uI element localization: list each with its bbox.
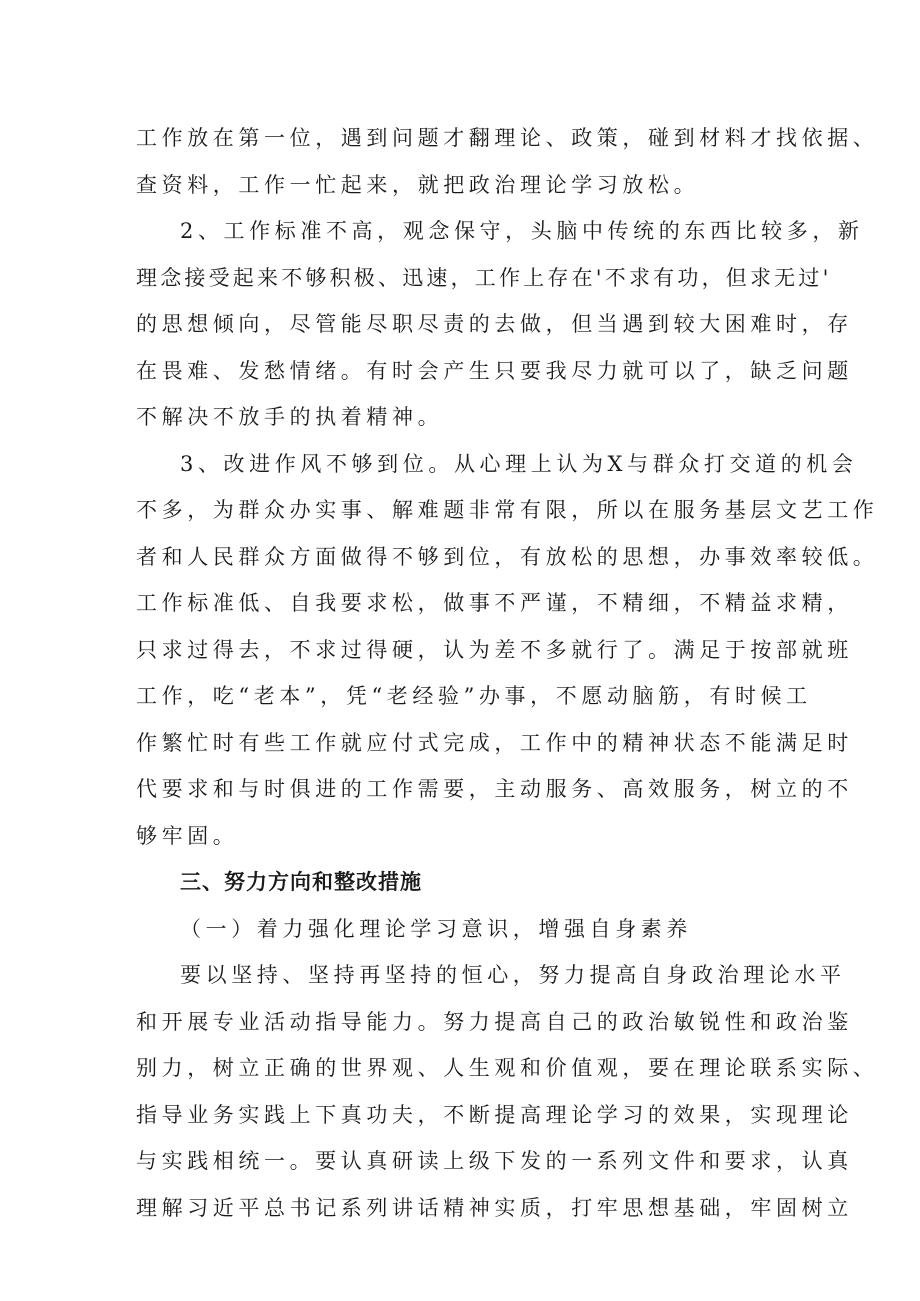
text-line: 理念接受起来不够积极、迅速，工作上存在'不求有功，但求无过' [136,265,832,290]
text-line: 在畏难、发愁情绪。有时会产生只要我尽力就可以了，缺乏问题 [136,358,853,383]
subsection-heading: （一）着力强化理论学习意识，增强自身素养 [180,916,692,941]
section-heading: 三、努力方向和整改措施 [180,870,422,894]
text-line: 查资料，工作一忙起来，就把政治理论学习放松。 [136,172,700,197]
text-line: 够牢固。 [136,823,239,848]
text-line: 别力，树立正确的世界观、人生观和价值观，要在理论联系实际、 [136,1056,879,1080]
text-line: 不多，为群众办实事、解难题非常有限，所以在服务基层文艺工作 [136,498,879,522]
paragraph-start-line: 3、改进作风不够到位。从心理上认为X与群众打交道的机会 [180,451,858,476]
text-line: 与实践相统一。要认真研读上级下发的一系列文件和要求，认真 [136,1149,853,1173]
text-line: 只求过得去，不求过得硬，认为差不多就行了。满足于按部就班 [136,637,853,662]
paragraph-start-line: 要以坚持、坚持再坚持的恒心，努力提高自身政治理论水平 [180,963,846,987]
text-line: 作繁忙时有些工作就应付式完成，工作中的精神状态不能满足时 [136,730,853,755]
paragraph-start-line: 2、工作标准不高，观念保守，头脑中传统的东西比较多，新 [180,219,864,243]
text-line: 者和人民群众方面做得不够到位，有放松的思想，办事效率较低。 [136,544,879,569]
text-line: 指导业务实践上下真功夫，不断提高理论学习的效果，实现理论 [136,1102,853,1127]
text-line: 和开展专业活动指导能力。努力提高自己的政治敏锐性和政治鉴 [136,1009,853,1034]
text-line: 的思想倾向，尽管能尽职尽责的去做，但当遇到较大困难时，存 [136,312,853,336]
text-line: 理解习近平总书记系列讲话精神实质，打牢思想基础，牢固树立 [136,1195,853,1220]
document-page [136,115,879,1231]
text-line: 代要求和与时俱进的工作需要，主动服务、高效服务，树立的不 [136,777,853,801]
text-line: 工作，吃“老本”，凭“老经验”办事，不愿动脑筋，有时候工 [136,684,812,708]
text-line: 不解决不放手的执着精神。 [136,405,444,429]
text-line: 工作标准低、自我要求松，做事不严谨，不精细，不精益求精， [136,591,853,615]
text-line: 工作放在第一位，遇到问题才翻理论、政策，碰到材料才找依据、 [136,126,879,150]
